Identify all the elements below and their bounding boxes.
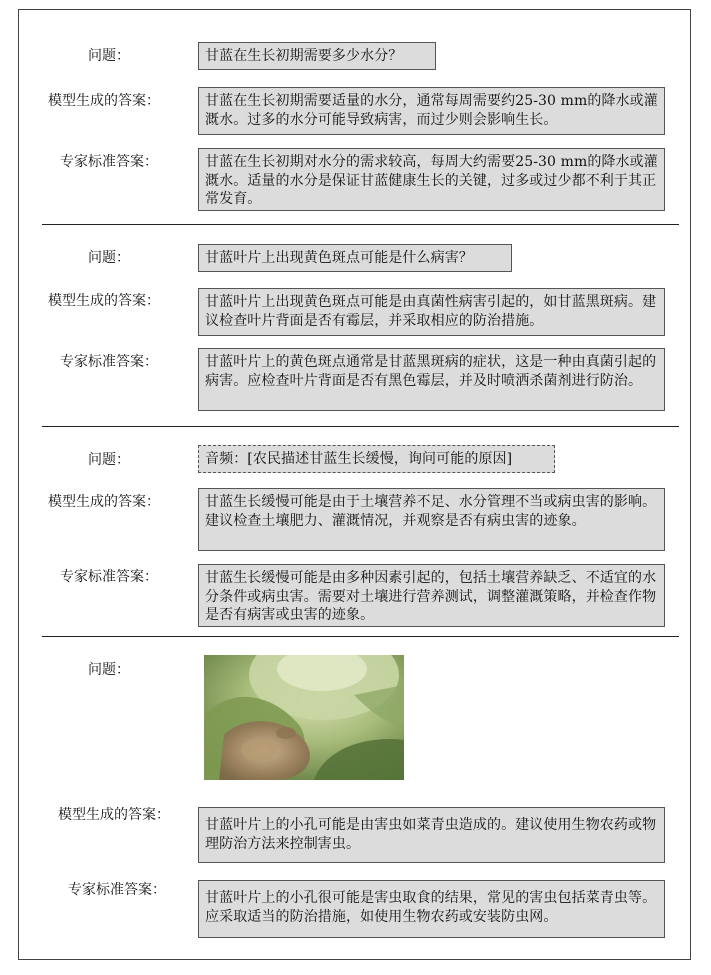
question-label: 问题：: [88, 662, 130, 678]
model-answer-box: 甘蓝叶片上的小孔可能是由害虫如菜青虫造成的。建议使用生物农药或物理防治方法来控制害虫。: [198, 807, 665, 863]
question-label: 问题：: [88, 250, 130, 266]
model-answer-box: 甘蓝生长缓慢可能是由于土壤营养不足、水分管理不当或病虫害的影响。建议检查土壤肥力、灌溉情况，并观察是否有病虫害的迹象。: [198, 488, 665, 551]
model-answer-label: 模型生成的答案：: [48, 93, 160, 109]
expert-answer-box: 甘蓝生长缓慢可能是由多种因素引起的，包括土壤营养缺乏、不适宜的水分条件或病虫害。需要对土壤进行营养测试，调整灌溉策略，并检查作物是否有病害或虫害的迹象。: [198, 564, 665, 627]
question-label: 问题：: [88, 452, 130, 468]
model-answer-box: 甘蓝叶片上出现黄色斑点可能是由真菌性病害引起的，如甘蓝黑斑病。建议检查叶片背面是否有霉层，并采取相应的防治措施。: [198, 288, 665, 336]
expert-answer-label: 专家标准答案：: [60, 354, 158, 370]
model-answer-box: 甘蓝在生长初期需要适量的水分，通常每周需要约25-30 mm的降水或灌溉水。过多的水分可能导致病害，而过少则会影响生长。: [198, 87, 665, 135]
expert-answer-label: 专家标准答案：: [60, 569, 158, 585]
question-box: 甘蓝在生长初期需要多少水分？: [198, 42, 436, 70]
model-answer-label: 模型生成的答案：: [48, 293, 160, 309]
cabbage-leaf-photo: [204, 655, 404, 780]
expert-answer-label: 专家标准答案：: [68, 882, 166, 898]
expert-answer-box: 甘蓝在生长初期对水分的需求较高，每周大约需要25-30 mm的降水或灌溉水。适量的水分是保证甘蓝健康生长的关键，过多或过少都不利于其正常发育。: [198, 148, 665, 211]
section-divider: [42, 224, 679, 225]
question-label: 问题：: [88, 48, 130, 64]
section-divider: [42, 426, 679, 427]
model-answer-label: 模型生成的答案：: [48, 494, 160, 510]
section-divider: [42, 636, 679, 637]
expert-answer-label: 专家标准答案：: [60, 154, 158, 170]
model-answer-label: 模型生成的答案：: [58, 807, 170, 823]
expert-answer-box: 甘蓝叶片上的小孔很可能是害虫取食的结果，常见的害虫包括菜青虫等。应采取适当的防治措施，如使用生物农药或安装防虫网。: [198, 880, 665, 938]
expert-answer-box: 甘蓝叶片上的黄色斑点通常是甘蓝黑斑病的症状，这是一种由真菌引起的病害。应检查叶片背面是否有黑色霉层，并及时喷洒杀菌剂进行防治。: [198, 348, 665, 411]
question-box: 甘蓝叶片上出现黄色斑点可能是什么病害？: [198, 244, 512, 272]
audio-question-box: 音频：[农民描述甘蓝生长缓慢，询问可能的原因]: [198, 445, 555, 473]
